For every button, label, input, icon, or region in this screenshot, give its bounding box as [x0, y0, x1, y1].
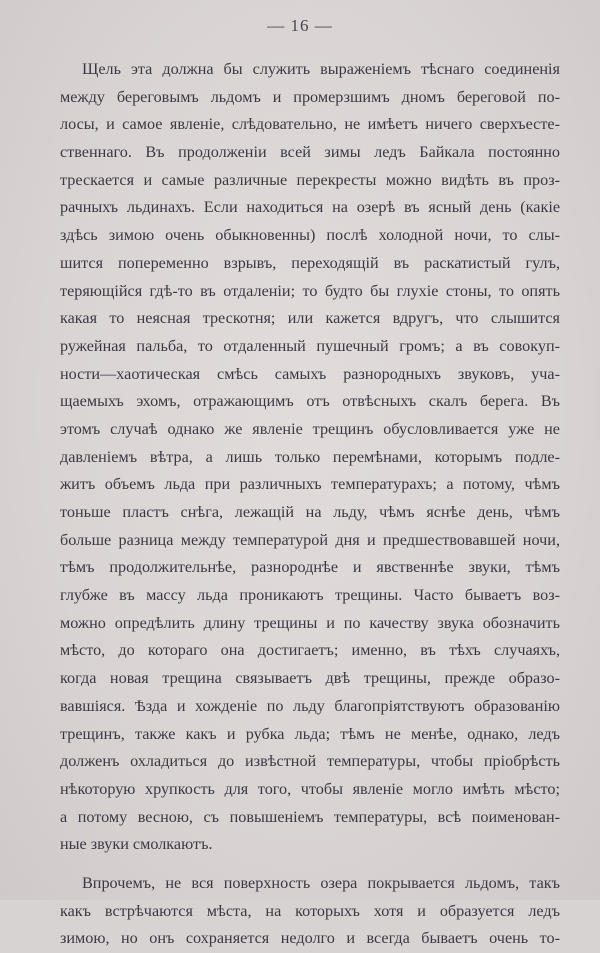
text-line: ности—хаотическая смѣсь самыхъ разнородныхъ звуковъ, уча- [60, 364, 560, 383]
text-line: можно опредѣлить длину трещины и по качеству звука обозначить [60, 613, 560, 632]
text-line: между береговымъ льдомъ и промерзшимъ дномъ береговой по- [60, 87, 560, 106]
text-line: глубже въ массу льда проникаютъ трещины. Часто бываетъ воз- [60, 586, 560, 605]
text-line: тѣмъ продолжительнѣе, разнороднѣе и явственнѣе звуки, тѣмъ [60, 558, 560, 577]
paragraph-1 [60, 56, 560, 859]
page-number: — 16 — [267, 16, 333, 35]
text-line: какъ встрѣчаются мѣста, на которыхъ хотя и образуется ледъ [60, 901, 560, 920]
text-line: а потому весною, съ повышеніемъ температуры, всѣ поименован- [60, 807, 560, 826]
text-line: рачныхъ льдинахъ. Если находиться на озерѣ въ ясный день (какіе [60, 198, 560, 217]
text-line: ные звуки смолкаютъ. [60, 835, 213, 854]
text-line: теряющійся гдѣ-то въ отдаленіи; то будто бы глухіе стоны, то опять [60, 281, 560, 300]
text-line: ружейная пальба, то отдаленный пушечный громъ; а въ совокуп- [60, 336, 560, 355]
text-line: трещинъ, также какъ и рубка льда; тѣмъ не менѣе, однако, ледъ [60, 724, 560, 743]
text-line: щаемыхъ эхомъ, отражающимъ отъ отвѣсныхъ скалъ берега. Въ [60, 392, 560, 411]
text-line: Впрочемъ, не вся поверхность озера покрывается льдомъ, такъ [82, 873, 560, 892]
text-line: ственнаго. Въ продолженіи всей зимы ледъ Байкала постоянно [60, 143, 560, 162]
text-line: когда новая трещина связываетъ двѣ трещины, прежде образо- [60, 669, 560, 688]
text-line: долженъ охладиться до извѣстной температуры, чтобы пріобрѣсть [60, 752, 560, 771]
text-line: больше разница между температурой дня и предшествовавшей ночи, [60, 530, 560, 549]
text-line: тоньше пластъ снѣга, лежащій на льду, чѣмъ яснѣе день, чѣмъ [60, 503, 560, 521]
text-line: давленіемъ вѣтра, а лишь только перемѣнами, которымъ подле- [60, 447, 560, 466]
text-line: лосы, и самое явленіе, слѣдовательно, не имѣетъ ничего сверхъесте- [60, 115, 560, 134]
text-line: какая то неясная трескотня; или кажется вдругъ, что слышится [60, 309, 560, 328]
text-line: житъ объемъ льда при различныхъ температурахъ; а потому, чѣмъ [60, 475, 560, 494]
text-line: мѣсто, до котораго она достигаетъ; именно, въ тѣхъ случаяхъ, [60, 641, 560, 660]
text-line: здѣсь зимою очень обыкновенны) послѣ холодной ночи, то слы- [60, 226, 560, 245]
text-line: трескается и самые различные перекресты можно видѣть въ проз- [60, 170, 560, 189]
text-line: шится попеременно взрывъ, переходящій въ раскатистый гулъ, [60, 253, 560, 272]
text-line: этомъ случаѣ однако же явленіе трещинъ обусловливается уже не [60, 419, 560, 438]
paragraph-2 [60, 870, 560, 953]
text-line: вавшіяся. Ѣзда и хожденіе по льду благопріятствуютъ образованію [60, 696, 560, 715]
text-line: Щель эта должна бы служить выраженіемъ тѣснаго соединенія [82, 60, 560, 78]
body-text [60, 56, 560, 953]
text-line: зимою, но онъ сохраняется недолго и всегда бываетъ очень то- [60, 929, 560, 948]
text-line: нѣкоторую хрупкость для того, чтобы явленіе могло имѣть мѣсто; [60, 779, 560, 798]
